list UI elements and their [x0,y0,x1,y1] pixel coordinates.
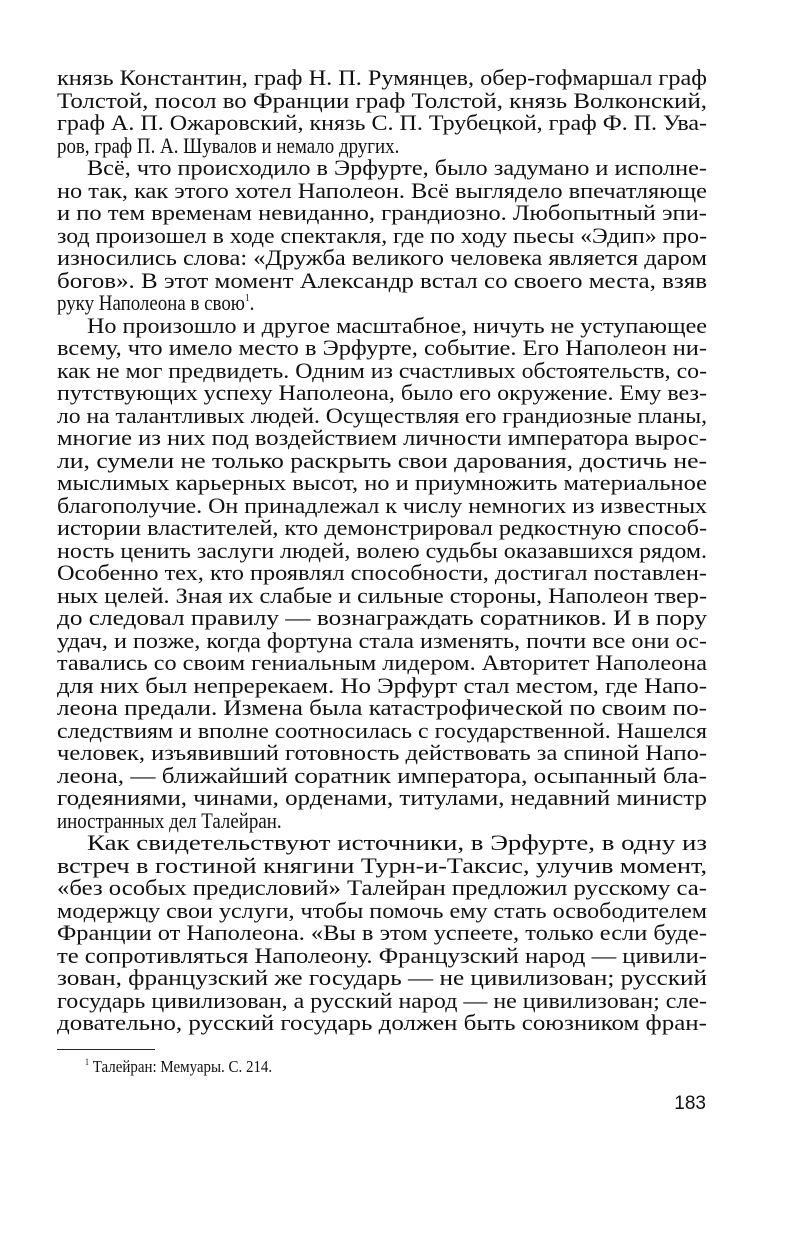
line-text [57,696,707,719]
text-line [57,267,707,293]
line-text [57,876,707,899]
line-text [87,156,707,179]
line-text [57,381,707,404]
line-content: ных целей. Зная их слабые и сильные стороны, Наполеон твер- [57,582,707,608]
text-line [57,809,318,832]
line-text [57,989,707,1012]
line-content: удач, и позже, когда фортуна стала изменять, почти все они ос- [57,627,707,653]
text-line [57,222,707,248]
line-content: иностранных дел Талейран. [57,807,282,833]
line-text [57,291,254,314]
line-text [57,741,707,764]
line-content: Особенно тех, кто проявлял способности, достигал поставлен- [57,560,707,585]
line-content: как не мог предвидеть. Одним из счастливых обстоятельств, со- [57,357,707,383]
page-number: 183 [674,1093,706,1114]
text-line [57,65,707,90]
text-line [57,357,707,383]
footnote [85,1057,298,1077]
line-content: но так, как этого хотел Наполеон. Всё выглядело впечатляюще [57,177,707,203]
text-line [57,402,707,428]
text-line [57,740,707,765]
line-content: Всё, что происходило в Эрфурте, было задумано и исполне- [87,155,707,180]
text-line [57,785,707,810]
line-text [57,516,707,539]
line-text [57,764,707,787]
footnote-text: Талейран: Мемуары. С. 214. [92,1057,273,1076]
footnote-rule [57,1049,155,1050]
text-line [57,1010,707,1035]
line-text [57,854,707,877]
text-line [57,425,707,450]
text-line [57,875,707,900]
line-content: и по тем временам невиданно, грандиозно. Любопытный эпи- [57,200,707,225]
line-content: ли, сумели не только раскрыть свои дарования, достичь не- [57,447,707,473]
text-line [57,582,707,608]
text-line [57,492,707,518]
line-text [57,449,707,472]
line-text [57,471,707,494]
text-line [57,245,707,270]
text-line [87,830,707,855]
line-text [57,674,707,697]
text-line [57,605,707,630]
line-text [57,966,707,989]
text-line [87,155,707,180]
line-content: . [249,290,255,315]
line-text [57,134,399,157]
line-text [57,426,707,449]
line-text [57,719,707,742]
line-text [57,404,707,427]
line-content: модержцу свои услуги, чтобы помочь ему стать освободителем [57,897,707,923]
line-text [57,111,707,134]
line-text [57,269,707,292]
line-content: многие из них под воздействием личности императора вырос- [57,425,707,450]
line-content: довательно, русский государь должен быть союзником фран- [57,1010,707,1035]
footnote-reference: 1 [244,292,250,304]
line-content: всему, что имело место в Эрфурте, событие. Его Наполеон ни- [57,335,707,360]
line-content: износились слова: «Дружба великого человека является даром [57,245,707,270]
line-content: зод произошел в ходе спектакля, где по ходу пьесы «Эдип» про- [57,222,707,248]
line-content: истории властителей, кто демонстрировал редкостную способ- [57,515,707,540]
line-content: ров, граф П. А. Шувалов и немало других. [57,132,400,158]
line-content: леона, — ближайший соратник императора, осыпанный бла- [57,762,707,788]
line-text [57,651,707,674]
line-content: мыслимых карьерных высот, но и приумножить материальное [57,470,707,495]
line-content: богов». В этот момент Александр встал со своего места, взяв [57,267,707,293]
line-content: годеяниями, чинами, орденами, титулами, недавний министр [57,785,707,810]
line-content: государь цивилизован, а русский народ — не цивилизован; сле- [57,987,707,1013]
line-content: граф А. П. Ожаровский, князь С. П. Трубецкой, граф Ф. П. Ува- [57,110,707,135]
text-line [57,560,707,585]
line-content: Франции от Наполеона. «Вы в этом успеете, только если буде- [57,920,707,945]
line-text [57,921,707,944]
text-line [57,177,707,203]
line-text [57,224,707,247]
text-line [57,515,707,540]
line-content: Как свидетельствуют источники, в Эрфурте, в одну из [87,830,707,855]
line-text [87,314,707,337]
text-line [57,942,707,968]
line-text [57,539,707,562]
text-line [57,897,707,923]
line-text [87,831,707,854]
text-line [57,695,707,720]
text-line [57,537,707,563]
line-content: встреч в гостиной княгини Турн-и-Таксис, улучив момент, [57,852,707,878]
line-text [57,359,707,382]
line-content: до следовал правилу — вознаграждать соратников. И в пору [57,605,707,630]
text-line [57,291,287,314]
line-text [57,584,707,607]
line-content: руку Наполеона в свою [57,290,245,315]
text-line [87,312,707,338]
line-text [57,606,707,629]
line-text [57,786,707,809]
line-content: тавались со своим гениальным лидером. Авторитет Наполеона [57,650,707,675]
line-content: ло на талантливых людей. Осуществляя его грандиозные планы, [57,402,707,428]
text-line [57,335,707,360]
line-text [57,809,282,832]
line-text [57,944,707,967]
text-line [57,87,707,113]
line-text [57,66,707,89]
text-line [57,447,707,473]
text-line [57,852,707,878]
text-line [57,650,707,675]
line-content: для них был непререкаем. Но Эрфурт стал местом, где Напо- [57,672,707,698]
line-text [57,336,707,359]
text-line [57,200,707,225]
line-content: князь Константин, граф Н. П. Румянцев, обер-гофмаршал граф [57,65,707,90]
line-text [57,899,707,922]
line-text [57,629,707,652]
text-line [57,672,707,698]
line-content: зован, французский же государь — не цивилизован; русский [57,965,707,990]
text-line [57,987,707,1013]
line-text [57,494,707,517]
line-text [57,179,707,202]
line-text [57,89,707,112]
line-content: леона предали. Измена была катастрофической по своим по- [57,695,707,720]
line-content: путствующих успеху Наполеона, было его окружение. Ему вез- [57,380,707,405]
text-line [57,380,707,405]
footnote-mark: 1 [85,1057,89,1067]
line-content: ность ценить заслуги людей, волею судьбы оказавшихся рядом. [57,537,707,563]
line-text [57,1011,707,1034]
line-content: Толстой, посол во Франции граф Толстой, князь Волконский, [57,87,707,113]
line-text [57,246,707,269]
text-line [57,717,707,743]
text-line [57,110,707,135]
text-line [57,134,455,157]
line-text [57,201,707,224]
line-content: те сопротивляться Наполеону. Французский народ — цивили- [57,942,707,968]
text-line [57,627,707,653]
line-content: Но произошло и другое масштабное, ничуть не уступающее [87,312,707,338]
text-line [57,965,707,990]
line-text [57,561,707,584]
text-line [57,920,707,945]
text-line [57,470,707,495]
line-content: «без особых предисловий» Талейран предложил русскому са- [57,875,707,900]
text-line [57,762,707,788]
line-content: следствиям и вполне соотносилась с государственной. Нашелся [57,717,707,743]
line-content: человек, изъявивший готовность действовать за спиной Напо- [57,740,707,765]
line-content: благополучие. Он принадлежал к числу немногих из известных [57,492,707,518]
